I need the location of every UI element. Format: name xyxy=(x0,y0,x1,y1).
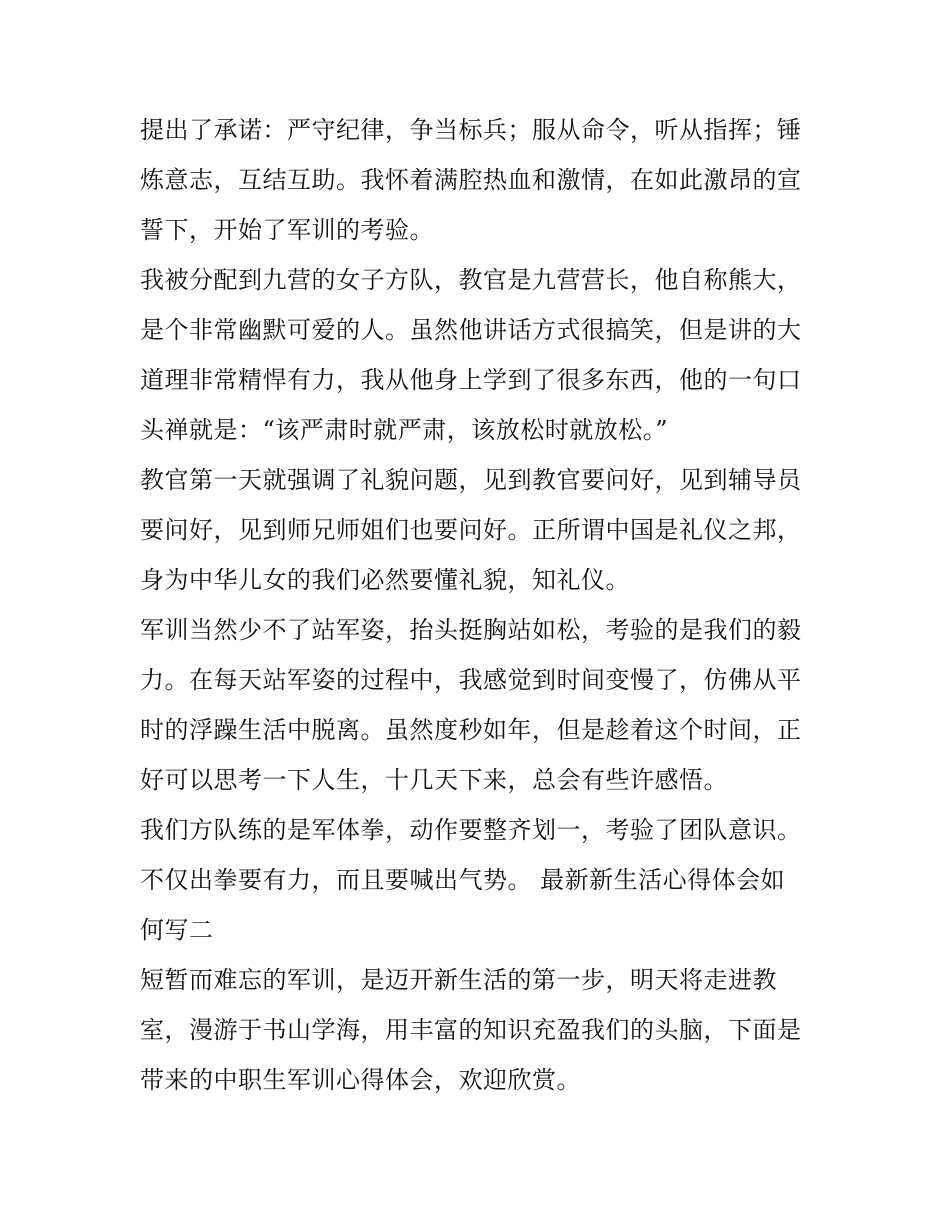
text-line: 道理非常精悍有力，我从他身上学到了很多东西，他的一句口 xyxy=(140,366,802,394)
text-line: 时的浮躁生活中脱离。虽然度秒如年，但是趁着这个时间，正 xyxy=(140,716,802,744)
text-line: 力。在每天站军姿的过程中，我感觉到时间变慢了，仿佛从平 xyxy=(140,666,802,694)
text-line: 身为中华儿女的我们必然要懂礼貌，知礼仪。 xyxy=(140,566,630,594)
text-line: 我们方队练的是军体拳，动作要整齐划一，考验了团队意识。 xyxy=(140,816,802,844)
text-line: 教官第一天就强调了礼貌问题，见到教官要问好，见到辅导员 xyxy=(140,466,802,494)
text-line: 我被分配到九营的女子方队，教官是九营营长，他自称熊大， xyxy=(140,266,802,294)
text-line: 室，漫游于书山学海，用丰富的知识充盈我们的头脑，下面是 xyxy=(140,1016,802,1044)
text-line: 要问好，见到师兄师姐们也要问好。正所谓中国是礼仪之邦， xyxy=(140,516,802,544)
text-line: 好可以思考一下人生，十几天下来，总会有些许感悟。 xyxy=(140,766,728,794)
text-line: 不仅出拳要有力，而且要喊出气势。 最新新生活心得体会如 xyxy=(140,866,786,894)
document-body xyxy=(140,105,812,1105)
text-line: 是个非常幽默可爱的人。虽然他讲话方式很搞笑，但是讲的大 xyxy=(140,316,802,344)
text-line: 军训当然少不了站军姿，抬头挺胸站如松，考验的是我们的毅 xyxy=(140,616,802,644)
text-line: 提出了承诺：严守纪律，争当标兵；服从命令，听从指挥；锤 xyxy=(140,116,802,144)
text-line: 带来的中职生军训心得体会，欢迎欣赏。 xyxy=(140,1066,581,1094)
text-line: 炼意志，互结互助。我怀着满腔热血和激情，在如此激昂的宣 xyxy=(140,166,802,194)
text-line: 何写二 xyxy=(140,916,214,944)
text-line: 短暂而难忘的军训，是迈开新生活的第一步，明天将走进教 xyxy=(140,966,777,994)
text-line: 誓下，开始了军训的考验。 xyxy=(140,216,434,244)
text-line: 头禅就是：“该严肃时就严肃，该放松时就放松。” xyxy=(140,416,669,444)
